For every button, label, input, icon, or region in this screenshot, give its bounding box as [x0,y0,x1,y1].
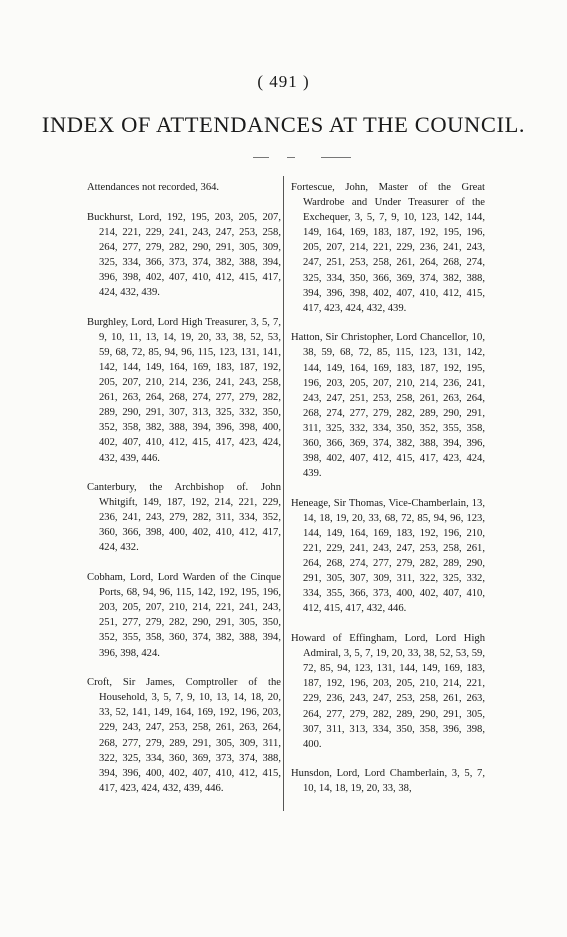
index-entry: Hunsdon, Lord, Lord Chamberlain, 3, 5, 7, 10, 14, 18, 19, 20, 33, 38, [291,768,485,795]
divider-rule [321,157,351,158]
divider-rule [253,157,269,158]
index-entry: Buckhurst, Lord, 192, 195, 203, 205, 207, 214, 221, 229, 241, 243, 247, 253, 258, 264, 277, 279, 282, 290, 291, 305, 309, 325, 334, 366, 373, 374, 382, 388, 394, 396, 398, 402, 407, 410, 412, 415, 417, 424, 432, 439. [87,211,281,299]
index-entry: Canterbury, the Archbishop of. John Whitgift, 149, 187, 192, 214, 221, 229, 236, 241, 243, 279, 282, 311, 334, 352, 360, 366, 398, 400, 402, 410, 412, 417, 424, 432. [87,482,281,554]
index-entry: Fortescue, John, Master of the Great Wardrobe and Under Treasurer of the Exchequer, 3, 5, 7, 9, 10, 123, 142, 144, 149, 164, 169, 183, 187, 192, 195, 196, 205, 207, 214, 221, 229, 236, 241, 243, 247, 251, 253, 258, 261, 264, 268, 274, 325, 334, 350, 366, 369, 374, 382, 388, 394, 396, 398, 402, 407, 410, 412, 415, 417, 423, 424, 432, 439. [291,182,485,314]
index-entry: Heneage, Sir Thomas, Vice-Chamberlain, 13, 14, 18, 19, 20, 33, 68, 72, 85, 94, 96, 123, 144, 149, 164, 169, 183, 192, 196, 210, 221, 229, 241, 243, 247, 253, 258, 261, 264, 268, 274, 277, 279, 282, 289, 290, 291, 305, 307, 309, 311, 322, 325, 332, 334, 355, 366, 373, 400, 402, 407, 410, 412, 415, 417, 432, 446. [291,497,485,615]
divider-rule [287,157,295,158]
page-number: ( 491 ) [257,72,310,91]
index-entry: Croft, Sir James, Comptroller of the Household, 3, 5, 7, 9, 10, 13, 14, 18, 20, 33, 52, 141, 149, 164, 169, 192, 196, 203, 229, 243, 247, 253, 258, 261, 263, 264, 268, 277, 279, 289, 291, 305, 309, 311, 322, 325, 334, 360, 369, 373, 374, 388, 394, 396, 400, 402, 407, 410, 412, 415, 417, 423, 424, 432, 439, 446. [87,677,281,794]
index-entry: Hatton, Sir Christopher, Lord Chancellor, 10, 38, 59, 68, 72, 85, 115, 123, 131, 142, 144, 149, 164, 169, 183, 187, 192, 195, 196, 203, 205, 207, 210, 214, 236, 241, 243, 247, 251, 253, 258, 261, 263, 264, 268, 274, 277, 279, 282, 289, 290, 291, 311, 325, 332, 334, 350, 352, 355, 358, 360, 366, 369, 374, 382, 388, 394, 396, 398, 402, 407, 412, 415, 417, 423, 424, 439. [291,332,485,480]
index-column-left [87,180,281,810]
index-entry: Howard of Effingham, Lord, Lord High Admiral, 3, 5, 7, 19, 20, 33, 38, 52, 53, 59, 72, 85, 94, 123, 131, 144, 149, 169, 183, 187, 192, 196, 203, 205, 210, 214, 221, 229, 236, 243, 247, 253, 258, 261, 263, 264, 277, 279, 282, 289, 290, 291, 305, 307, 311, 313, 334, 350, 358, 396, 398, 400. [291,633,485,750]
index-column-right [291,180,485,811]
index-entry: Attendances not recorded, 364. [87,182,220,193]
page-title: INDEX OF ATTENDANCES AT THE COUNCIL. [41,112,526,137]
index-entry: Burghley, Lord, Lord High Treasurer, 3, 5, 7, 9, 10, 11, 13, 14, 19, 20, 33, 38, 52, 53, 59, 68, 72, 85, 94, 96, 115, 123, 131, 141, 142, 144, 149, 164, 169, 183, 187, 192, 205, 207, 210, 214, 236, 241, 243, 258, 261, 263, 264, 268, 274, 277, 279, 282, 289, 290, 291, 307, 313, 325, 332, 350, 352, 358, 382, 388, 394, 396, 398, 400, 402, 407, 410, 412, 415, 417, 423, 424, 432, 439, 446. [87,316,281,464]
column-divider [283,176,284,811]
index-entry: Cobham, Lord, Lord Warden of the Cinque Ports, 68, 94, 96, 115, 142, 192, 195, 196, 203, 205, 207, 210, 214, 221, 241, 243, 251, 277, 279, 282, 290, 291, 305, 350, 352, 355, 358, 360, 374, 382, 388, 394, 396, 398, 424. [87,572,281,659]
